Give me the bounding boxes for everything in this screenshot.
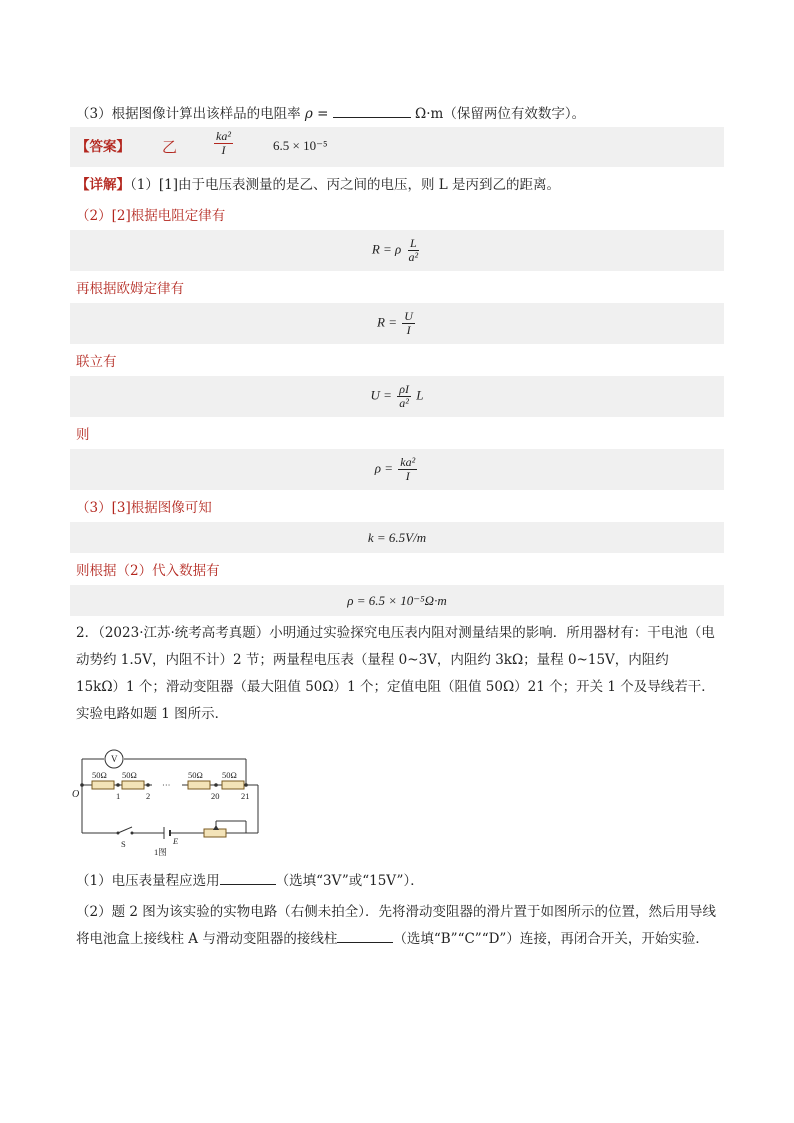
node-o-label: O <box>72 789 80 800</box>
detail-p3: 再根据欧姆定律有 <box>76 281 184 297</box>
resistor-label-20: 50Ω <box>188 770 203 780</box>
q3-prompt-prefix: （3）根据图像计算出该样品的电阻率 <box>76 106 301 122</box>
sub1-blank[interactable] <box>220 884 276 885</box>
formula-3: U = $\frac{\rho I}{\text{a²}}$ L <box>370 382 424 410</box>
answer-3: 6.5 × 10⁻⁵ <box>273 138 328 153</box>
resistor-1 <box>92 781 114 789</box>
ellipsis: ··· <box>162 780 171 790</box>
q2-sub2: （2）题 2 图为该实验的实物电路（右侧未拍全）．先将滑动变阻器的滑片置于如图所示的位置，然后用导线将电池盒上接线柱 A 与滑动变阻器的接线柱 （选填“B”“C”“D”）连接，再闭合开关，开始实验． <box>76 904 717 947</box>
formula-box-2 <box>70 303 724 344</box>
resistor-20 <box>188 781 210 789</box>
detail-p4: 联立有 <box>76 354 117 370</box>
node-20-label: 20 <box>211 791 220 801</box>
formula-box-6 <box>70 585 724 616</box>
node-21-label: 21 <box>241 791 250 801</box>
answer-2-num: ka² <box>216 129 231 143</box>
formula-5: k = 6.5V/m <box>367 529 427 545</box>
resistor-label-1: 50Ω <box>92 770 107 780</box>
formula-box-5 <box>70 522 724 553</box>
answer-box <box>70 127 724 167</box>
answer-2 <box>212 130 235 157</box>
detail-p1 <box>76 175 560 195</box>
resistor-label-21: 50Ω <box>222 770 237 780</box>
detail-p6: （3）[3]根据图像可知 <box>76 500 212 516</box>
slider-arrow-icon <box>213 825 219 830</box>
detail-p5: 则 <box>76 427 90 443</box>
resistor-2 <box>122 781 144 789</box>
formula-1: R = ρ $\frac{L}{\text{a²}}$ <box>371 236 419 264</box>
q2-sub1: （1）电压表量程应选用 （选填“3V”或“15V”）． <box>76 873 424 889</box>
formula-box-1 <box>70 230 724 271</box>
equals-sign: = <box>317 106 329 122</box>
resistor-21 <box>222 781 244 789</box>
rho-symbol: ρ <box>304 106 313 122</box>
detail-p1-text: （1）[1]由于电压表测量的是乙、丙之间的电压，则 L 是丙到乙的距离。 <box>130 177 561 193</box>
battery-label: E <box>173 836 179 846</box>
detail-p7: 则根据（2）代入数据有 <box>76 563 220 579</box>
formula-6: ρ = 6.5 × 10⁻⁵Ω·m <box>347 592 447 608</box>
node-2-label: 2 <box>146 791 151 801</box>
answer-label: 【答案】 <box>76 139 130 155</box>
voltmeter-label: V <box>111 754 118 764</box>
q2-intro: 2．（2023·江苏·统考高考真题）小明通过实验探究电压表内阻对测量结果的影响．所用器材有：干电池（电动势约 1.5V，内阻不计）2 节；两量程电压表（量程 0~3V，内阻约 3kΩ；量程 0~15V，内阻约 15kΩ）1 个；滑动变阻器（最大阻值 50Ω）1 个；定值电阻（阻值 50Ω）21 个；开关 1 个及导线若干．实验电路如题 1 图所示． <box>76 625 715 722</box>
detail-label: 【详解】 <box>76 177 130 193</box>
resistor-label-2: 50Ω <box>122 770 137 780</box>
formula-2: R = $\frac{U}{I}$ <box>377 309 413 337</box>
q3-prompt <box>76 104 585 124</box>
answer-2-den: I <box>221 143 226 157</box>
q3-answer-blank[interactable] <box>333 117 411 118</box>
switch-label: S <box>121 839 126 849</box>
formula-box-4 <box>70 449 724 490</box>
circuit-diagram <box>70 745 270 857</box>
sub2-blank[interactable] <box>337 942 393 943</box>
formula-4: ρ = $\frac{\text{ka²}}{I}$ <box>374 455 416 483</box>
formula-box-3 <box>70 376 724 417</box>
q3-prompt-unit: Ω·m（保留两位有效数字）。 <box>415 106 586 122</box>
detail-p2: （2）[2]根据电阻定律有 <box>76 208 226 224</box>
rheostat <box>204 829 226 837</box>
node-1-label: 1 <box>116 791 121 801</box>
answer-1: 乙 <box>162 138 178 156</box>
figure-caption: 1图 <box>154 847 167 857</box>
